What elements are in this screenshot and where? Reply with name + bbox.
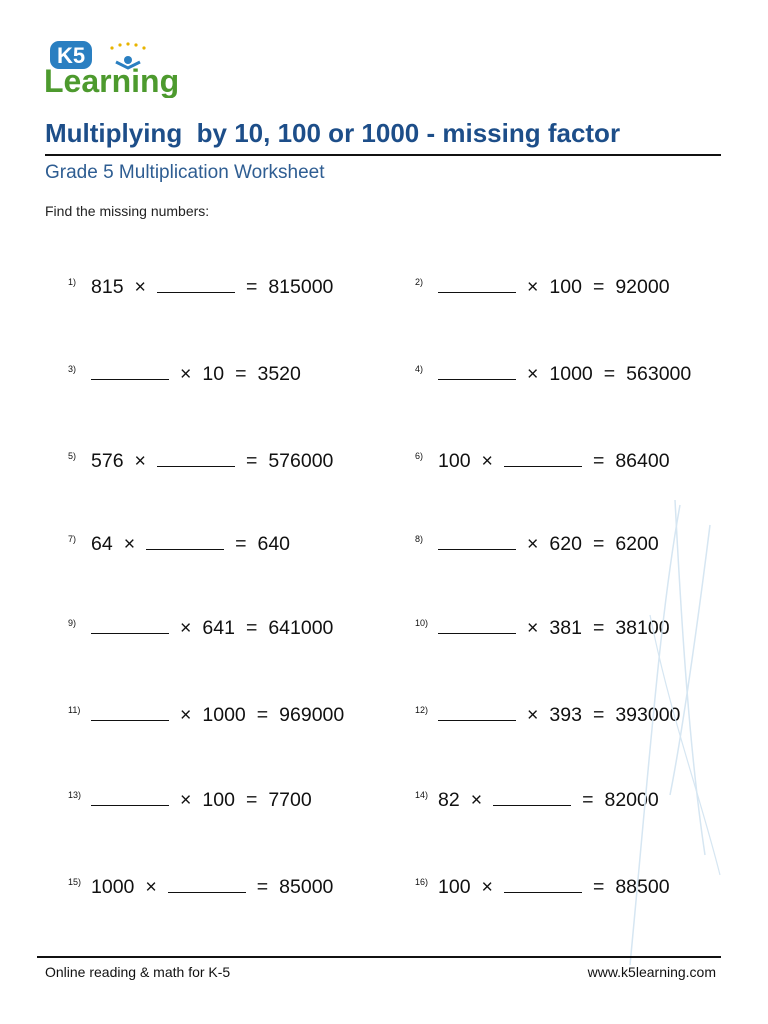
factor: 620	[549, 533, 582, 555]
problem-number: 14)	[415, 790, 429, 800]
problem-number: 9)	[68, 618, 77, 628]
factor: 381	[549, 617, 582, 639]
problem-number: 3)	[68, 364, 77, 374]
answer-blank[interactable]	[91, 615, 169, 634]
problem-number: 8)	[415, 534, 424, 544]
answer-blank[interactable]	[438, 361, 516, 380]
problem	[68, 787, 312, 812]
worksheet-title: Multiplying by 10, 100 or 1000 - missing factor	[45, 118, 621, 148]
problem	[415, 361, 691, 386]
product: 641000	[268, 617, 334, 639]
answer-blank[interactable]	[168, 874, 246, 893]
equals-sign: =	[592, 617, 605, 639]
problem-number: 11)	[68, 705, 81, 715]
equals-sign: =	[235, 363, 247, 385]
times-sign: ×	[145, 876, 157, 898]
times-sign: ×	[527, 276, 539, 298]
times-sign: ×	[180, 704, 192, 726]
equals-sign: =	[592, 450, 605, 472]
factor: 10	[202, 363, 225, 385]
problem	[415, 531, 659, 556]
equals-sign: =	[245, 617, 258, 639]
times-sign: ×	[470, 789, 483, 811]
problem-number: 13)	[68, 790, 82, 800]
times-sign: ×	[123, 533, 136, 555]
factor: 100	[438, 450, 471, 472]
answer-blank[interactable]	[438, 531, 516, 550]
problem-number: 1)	[68, 277, 77, 287]
problem-number: 2)	[415, 277, 424, 287]
problem	[415, 787, 659, 812]
problem-number: 4)	[415, 364, 424, 374]
problem	[68, 531, 290, 556]
factor: 1000	[91, 876, 135, 898]
times-sign: ×	[527, 533, 539, 555]
times-sign: ×	[180, 617, 192, 639]
problem	[68, 274, 333, 299]
product: 7700	[268, 789, 312, 811]
problem	[415, 274, 670, 299]
footer-divider	[37, 956, 721, 958]
times-sign: ×	[527, 363, 539, 385]
factor: 82	[438, 789, 460, 811]
problem	[415, 448, 670, 473]
answer-blank[interactable]	[91, 702, 169, 721]
times-sign: ×	[527, 704, 539, 726]
equals-sign: =	[603, 363, 616, 385]
equals-sign: =	[245, 276, 258, 298]
answer-blank[interactable]	[438, 702, 516, 721]
product: 563000	[626, 363, 692, 385]
problem-number: 7)	[68, 534, 77, 544]
equals-sign: =	[256, 704, 269, 726]
svg-text:K5: K5	[56, 43, 86, 68]
times-sign: ×	[481, 450, 493, 472]
equals-sign: =	[245, 789, 258, 811]
problem	[415, 874, 670, 899]
times-sign: ×	[180, 363, 192, 385]
footer-tagline: Online reading & math for K-5	[45, 964, 231, 980]
product: 38100	[615, 617, 670, 639]
product: 92000	[615, 276, 670, 298]
answer-blank[interactable]	[157, 274, 235, 293]
product: 82000	[604, 789, 659, 811]
problem-number: 15)	[68, 877, 82, 887]
problem	[415, 615, 670, 640]
equals-sign: =	[256, 876, 269, 898]
factor: 576	[91, 450, 124, 472]
equals-sign: =	[245, 450, 258, 472]
answer-blank[interactable]	[504, 448, 582, 467]
factor: 393	[549, 704, 582, 726]
product: 3520	[257, 363, 301, 385]
product: 640	[257, 533, 291, 555]
times-sign: ×	[481, 876, 493, 898]
problem	[68, 448, 333, 473]
answer-blank[interactable]	[504, 874, 582, 893]
instructions: Find the missing numbers:	[45, 203, 210, 219]
decorative-pencil-lines	[610, 495, 730, 975]
product: 6200	[615, 533, 659, 555]
equals-sign: =	[592, 704, 605, 726]
answer-blank[interactable]	[438, 274, 516, 293]
equals-sign: =	[592, 533, 605, 555]
times-sign: ×	[527, 617, 539, 639]
factor: 1000	[549, 363, 593, 385]
factor: 100	[549, 276, 582, 298]
k5-learning-logo	[44, 38, 180, 98]
problem-number: 5)	[68, 451, 77, 461]
factor: 100	[202, 789, 235, 811]
problem	[68, 615, 333, 640]
answer-blank[interactable]	[493, 787, 571, 806]
answer-blank[interactable]	[91, 361, 169, 380]
factor: 641	[202, 617, 235, 639]
product: 969000	[279, 704, 345, 726]
product: 393000	[615, 704, 681, 726]
problem	[415, 702, 680, 727]
problem-number: 6)	[415, 451, 424, 461]
product: 85000	[279, 876, 334, 898]
factor: 64	[91, 533, 113, 555]
equals-sign: =	[582, 789, 594, 811]
factor: 1000	[202, 704, 246, 726]
answer-blank[interactable]	[146, 531, 224, 550]
k5-learning-logo-graphic	[44, 38, 180, 98]
factor: 100	[438, 876, 471, 898]
factor: 815	[91, 276, 124, 298]
product: 88500	[615, 876, 670, 898]
problem	[68, 361, 301, 386]
title-divider	[45, 154, 721, 156]
product: 576000	[268, 450, 334, 472]
equals-sign: =	[592, 876, 605, 898]
footer-website-link[interactable]: www.k5learning.com	[587, 964, 716, 980]
svg-text:Learning: Learning	[44, 63, 180, 98]
times-sign: ×	[134, 276, 146, 298]
product: 815000	[268, 276, 334, 298]
answer-blank[interactable]	[438, 615, 516, 634]
problem-number: 12)	[415, 705, 429, 715]
equals-sign: =	[592, 276, 605, 298]
answer-blank[interactable]	[157, 448, 235, 467]
worksheet-subtitle: Grade 5 Multiplication Worksheet	[45, 162, 325, 183]
times-sign: ×	[180, 789, 192, 811]
problem	[68, 702, 344, 727]
problem	[68, 874, 333, 899]
problem-number: 10)	[415, 618, 429, 628]
times-sign: ×	[134, 450, 146, 472]
answer-blank[interactable]	[91, 787, 169, 806]
product: 86400	[615, 450, 670, 472]
problem-number: 16)	[415, 877, 429, 887]
equals-sign: =	[235, 533, 247, 555]
